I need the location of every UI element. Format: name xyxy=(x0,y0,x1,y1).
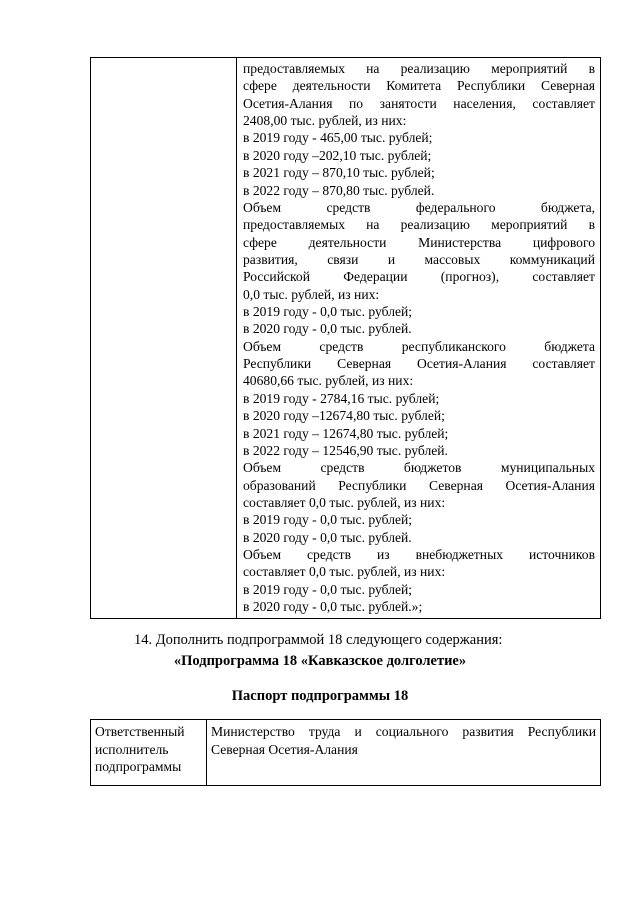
responsible-executor-value-cell xyxy=(207,720,601,786)
text-line: в 2021 году – 870,10 тыс. рублей; xyxy=(243,165,435,181)
text-line: сфере деятельности Комитета Республики Северная xyxy=(243,78,595,94)
text-line: 0,0 тыс. рублей, из них: xyxy=(243,286,380,302)
text-line: в 2020 году - 0,0 тыс. рублей. xyxy=(243,321,412,337)
intro-paragraph: 14. Дополнить подпрограммой 18 следующего содержания: xyxy=(134,632,503,648)
text-line: Осетия-Алания по занятости населения, составляет xyxy=(243,95,595,111)
text-line: Республики Северная Осетия-Алания составляет xyxy=(243,356,595,372)
text-line: в 2020 году - 0,0 тыс. рублей. xyxy=(243,529,412,545)
text-line: Объем средств из внебюджетных источников xyxy=(243,547,595,563)
text-line: в 2020 году - 0,0 тыс. рублей.»; xyxy=(243,599,423,615)
text-line: развития, связи и массовых коммуникаций xyxy=(243,251,595,267)
text-line: предоставляемых на реализацию мероприятий в xyxy=(243,61,595,76)
text-line: Объем средств республиканского бюджета xyxy=(243,338,595,354)
text-line: в 2019 году - 465,00 тыс. рублей; xyxy=(243,130,433,146)
text-line: Объем средств бюджетов муниципальных xyxy=(243,460,595,476)
text-line: в 2019 году - 0,0 тыс. рублей; xyxy=(243,304,413,320)
responsible-executor-label-cell xyxy=(91,720,207,786)
text-line: в 2019 году - 0,0 тыс. рублей; xyxy=(243,512,413,528)
label-line: исполнитель xyxy=(95,741,169,757)
text-line: составляет 0,0 тыс. рублей, из них: xyxy=(243,494,446,510)
table-row xyxy=(91,58,601,619)
text-line: в 2019 году - 2784,16 тыс. рублей; xyxy=(243,390,440,406)
text-line: 40680,66 тыс. рублей, из них: xyxy=(243,373,414,389)
text-line: Российской Федерации (прогноз), составляет xyxy=(243,269,595,285)
text-line: 2408,00 тыс. рублей, из них: xyxy=(243,113,407,129)
empty-label-cell xyxy=(91,58,237,619)
text-line: предоставляемых на реализацию мероприятий в xyxy=(243,217,595,233)
passport-title: Паспорт подпрограммы 18 xyxy=(231,688,409,704)
text-line: в 2020 году –202,10 тыс. рублей; xyxy=(243,147,432,163)
funding-text-cell xyxy=(237,58,601,619)
text-line: в 2020 году –12674,80 тыс. рублей; xyxy=(243,408,445,424)
subprogram-title: «Подпрограмма 18 «Кавказское долголетие» xyxy=(173,653,467,669)
table-row xyxy=(91,720,601,786)
text-line: в 2022 году – 870,80 тыс. рублей. xyxy=(243,182,435,198)
text-line: составляет 0,0 тыс. рублей, из них: xyxy=(243,564,446,580)
funding-table xyxy=(90,57,601,619)
text-line: Объем средств федерального бюджета, xyxy=(243,199,595,215)
text-line: в 2019 году - 0,0 тыс. рублей; xyxy=(243,581,413,597)
passport-table xyxy=(90,719,601,786)
text-line: в 2022 году – 12546,90 тыс. рублей. xyxy=(243,442,448,458)
value-line: Северная Осетия-Алания xyxy=(211,741,358,757)
label-line: Ответственный xyxy=(95,724,185,739)
text-line: сфере деятельности Министерства цифрового xyxy=(243,234,595,250)
text-line: образований Республики Северная Осетия-Алания xyxy=(243,477,595,493)
text-line: в 2021 году – 12674,80 тыс. рублей; xyxy=(243,425,449,441)
label-line: подпрограммы xyxy=(95,759,182,774)
value-line: Министерство труда и социального развития Республики xyxy=(211,724,596,739)
